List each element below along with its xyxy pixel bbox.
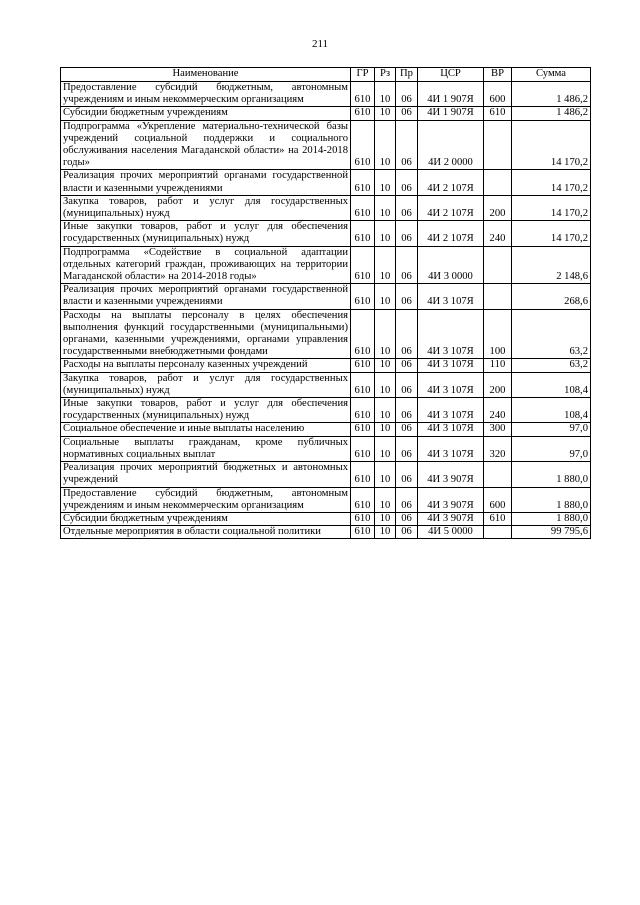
cell-gr: 610: [351, 107, 375, 120]
cell-rz: 10: [375, 359, 396, 372]
cell-pr: 06: [396, 309, 418, 359]
cell-sum: 1 486,2: [512, 107, 591, 120]
cell-name: Предоставление субсидий бюджетным, автономным учреждениям и иным некоммерческим организациям: [61, 82, 351, 107]
cell-rz: 10: [375, 284, 396, 309]
cell-sum: 108,4: [512, 372, 591, 397]
cell-vr: 610: [484, 107, 512, 120]
cell-name: Подпрограмма «Содействие в социальной адаптации отдельных категорий граждан, проживающих на территории Магаданской области» на 2014-2018 годы»: [61, 246, 351, 284]
cell-name: Закупка товаров, работ и услуг для государственных (муниципальных) нужд: [61, 372, 351, 397]
table-row: [61, 372, 591, 397]
cell-gr: 610: [351, 170, 375, 195]
cell-csr: 4И 3 907Я: [418, 487, 484, 512]
cell-name: Реализация прочих мероприятий органами государственной власти и казенными учреждениями: [61, 170, 351, 195]
cell-gr: 610: [351, 512, 375, 525]
cell-pr: 06: [396, 246, 418, 284]
table-row: [61, 246, 591, 284]
cell-csr: 4И 3 107Я: [418, 309, 484, 359]
cell-gr: 610: [351, 423, 375, 436]
cell-vr: 320: [484, 436, 512, 461]
cell-pr: 06: [396, 221, 418, 246]
cell-vr: [484, 284, 512, 309]
cell-gr: 610: [351, 462, 375, 487]
table-row: [61, 359, 591, 372]
cell-csr: 4И 2 0000: [418, 120, 484, 170]
header-name: Наименование: [61, 68, 351, 82]
table-row: [61, 170, 591, 195]
cell-sum: 1 880,0: [512, 462, 591, 487]
cell-sum: 14 170,2: [512, 221, 591, 246]
cell-csr: 4И 3 107Я: [418, 423, 484, 436]
cell-sum: 2 148,6: [512, 246, 591, 284]
cell-name: Социальные выплаты гражданам, кроме публичных нормативных социальных выплат: [61, 436, 351, 461]
cell-rz: 10: [375, 82, 396, 107]
cell-csr: 4И 1 907Я: [418, 107, 484, 120]
cell-gr: 610: [351, 309, 375, 359]
cell-pr: 06: [396, 120, 418, 170]
cell-rz: 10: [375, 246, 396, 284]
table-row: [61, 309, 591, 359]
cell-vr: 110: [484, 359, 512, 372]
cell-vr: 240: [484, 221, 512, 246]
cell-name: Иные закупки товаров, работ и услуг для обеспечения государственных (муниципальных) нужд: [61, 398, 351, 423]
cell-vr: 610: [484, 512, 512, 525]
cell-rz: 10: [375, 195, 396, 220]
table-row: [61, 284, 591, 309]
cell-csr: 4И 3 107Я: [418, 398, 484, 423]
cell-sum: 1 880,0: [512, 487, 591, 512]
cell-sum: 1 880,0: [512, 512, 591, 525]
cell-gr: 610: [351, 120, 375, 170]
cell-pr: 06: [396, 284, 418, 309]
cell-pr: 06: [396, 195, 418, 220]
cell-csr: 4И 3 107Я: [418, 436, 484, 461]
cell-sum: 63,2: [512, 359, 591, 372]
table-row: [61, 487, 591, 512]
cell-name: Реализация прочих мероприятий бюджетных и автономных учреждений: [61, 462, 351, 487]
budget-table: [60, 67, 591, 539]
cell-pr: 06: [396, 512, 418, 525]
cell-gr: 610: [351, 221, 375, 246]
cell-gr: 610: [351, 284, 375, 309]
cell-pr: 06: [396, 398, 418, 423]
table-row: [61, 423, 591, 436]
cell-name: Предоставление субсидий бюджетным, автономным учреждениям и иным некоммерческим организациям: [61, 487, 351, 512]
cell-csr: 4И 3 907Я: [418, 462, 484, 487]
cell-vr: [484, 170, 512, 195]
cell-vr: 100: [484, 309, 512, 359]
cell-sum: 97,0: [512, 423, 591, 436]
cell-name: Подпрограмма «Укрепление материально-технической базы учреждений социальной поддержки и социального обслуживания населения Магаданской области» на 2014-2018 годы»: [61, 120, 351, 170]
header-gr: ГР: [351, 68, 375, 82]
table-row: [61, 120, 591, 170]
cell-csr: 4И 3 107Я: [418, 372, 484, 397]
cell-csr: 4И 2 107Я: [418, 221, 484, 246]
cell-pr: 06: [396, 487, 418, 512]
cell-vr: [484, 246, 512, 284]
header-sum: Сумма: [512, 68, 591, 82]
table-header-row: [61, 68, 591, 82]
cell-sum: 268,6: [512, 284, 591, 309]
cell-pr: 06: [396, 170, 418, 195]
cell-rz: 10: [375, 398, 396, 423]
cell-sum: 1 486,2: [512, 82, 591, 107]
cell-rz: 10: [375, 170, 396, 195]
header-pr: Пр: [396, 68, 418, 82]
header-vr: ВР: [484, 68, 512, 82]
cell-vr: 200: [484, 195, 512, 220]
cell-sum: 14 170,2: [512, 120, 591, 170]
table-row: [61, 82, 591, 107]
cell-gr: 610: [351, 526, 375, 539]
table-row: [61, 221, 591, 246]
cell-rz: 10: [375, 526, 396, 539]
cell-vr: 600: [484, 82, 512, 107]
cell-sum: 108,4: [512, 398, 591, 423]
cell-name: Отдельные мероприятия в области социальной политики: [61, 526, 351, 539]
cell-gr: 610: [351, 372, 375, 397]
cell-pr: 06: [396, 82, 418, 107]
cell-pr: 06: [396, 423, 418, 436]
table-row: [61, 462, 591, 487]
cell-sum: 99 795,6: [512, 526, 591, 539]
cell-vr: 200: [484, 372, 512, 397]
cell-pr: 06: [396, 526, 418, 539]
cell-gr: 610: [351, 82, 375, 107]
cell-csr: 4И 1 907Я: [418, 82, 484, 107]
page-number: 211: [311, 38, 329, 50]
cell-gr: 610: [351, 195, 375, 220]
table-body: [61, 82, 591, 539]
cell-sum: 14 170,2: [512, 195, 591, 220]
cell-name: Социальное обеспечение и иные выплаты населению: [61, 423, 351, 436]
cell-sum: 63,2: [512, 309, 591, 359]
cell-name: Расходы на выплаты персоналу в целях обеспечения выполнения функций государственными (муниципальными) органами, казенными учреждениями, органами управления государственными внебюджетными фондами: [61, 309, 351, 359]
cell-name: Иные закупки товаров, работ и услуг для обеспечения государственных (муниципальных) нужд: [61, 221, 351, 246]
cell-vr: [484, 462, 512, 487]
cell-rz: 10: [375, 423, 396, 436]
cell-pr: 06: [396, 436, 418, 461]
table-row: [61, 195, 591, 220]
cell-csr: 4И 3 0000: [418, 246, 484, 284]
cell-vr: 240: [484, 398, 512, 423]
table-row: [61, 526, 591, 539]
header-csr: ЦСР: [418, 68, 484, 82]
table-row: [61, 398, 591, 423]
cell-pr: 06: [396, 462, 418, 487]
cell-gr: 610: [351, 487, 375, 512]
cell-gr: 610: [351, 359, 375, 372]
cell-rz: 10: [375, 512, 396, 525]
cell-vr: 600: [484, 487, 512, 512]
cell-rz: 10: [375, 309, 396, 359]
table-row: [61, 107, 591, 120]
cell-name: Расходы на выплаты персоналу казенных учреждений: [61, 359, 351, 372]
cell-name: Субсидии бюджетным учреждениям: [61, 107, 351, 120]
cell-gr: 610: [351, 398, 375, 423]
cell-pr: 06: [396, 359, 418, 372]
cell-csr: 4И 3 107Я: [418, 284, 484, 309]
cell-vr: [484, 526, 512, 539]
header-rz: Рз: [375, 68, 396, 82]
cell-sum: 97,0: [512, 436, 591, 461]
cell-gr: 610: [351, 436, 375, 461]
cell-csr: 4И 3 907Я: [418, 512, 484, 525]
cell-name: Субсидии бюджетным учреждениям: [61, 512, 351, 525]
cell-rz: 10: [375, 436, 396, 461]
cell-rz: 10: [375, 120, 396, 170]
cell-rz: 10: [375, 107, 396, 120]
cell-rz: 10: [375, 221, 396, 246]
cell-csr: 4И 2 107Я: [418, 195, 484, 220]
cell-name: Реализация прочих мероприятий органами государственной власти и казенными учреждениями: [61, 284, 351, 309]
cell-csr: 4И 3 107Я: [418, 359, 484, 372]
cell-sum: 14 170,2: [512, 170, 591, 195]
table-row: [61, 512, 591, 525]
cell-gr: 610: [351, 246, 375, 284]
table-row: [61, 436, 591, 461]
cell-name: Закупка товаров, работ и услуг для государственных (муниципальных) нужд: [61, 195, 351, 220]
cell-csr: 4И 5 0000: [418, 526, 484, 539]
cell-vr: [484, 120, 512, 170]
cell-rz: 10: [375, 372, 396, 397]
cell-pr: 06: [396, 372, 418, 397]
cell-vr: 300: [484, 423, 512, 436]
cell-rz: 10: [375, 487, 396, 512]
cell-csr: 4И 2 107Я: [418, 170, 484, 195]
cell-pr: 06: [396, 107, 418, 120]
cell-rz: 10: [375, 462, 396, 487]
